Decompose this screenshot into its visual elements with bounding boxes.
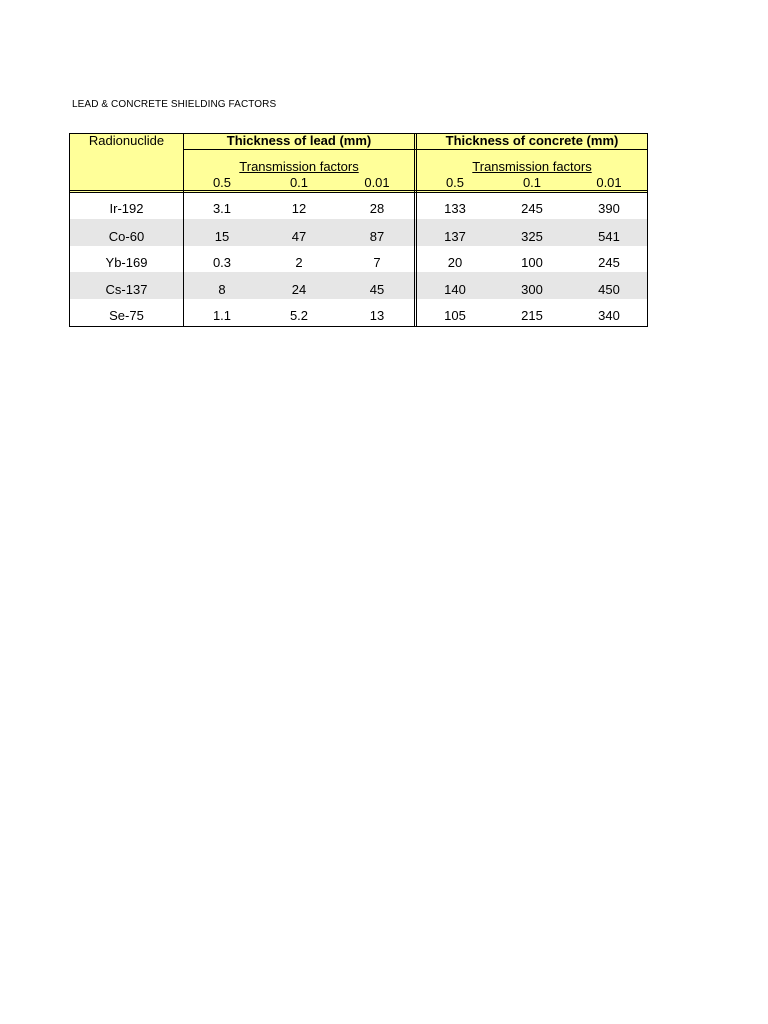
table-cell: 300: [521, 282, 543, 297]
lead-factor-header: 0.1: [289, 175, 309, 190]
table-cell: 133: [444, 201, 466, 216]
table-cell: 3.1: [212, 201, 232, 216]
table-cell: 390: [598, 201, 620, 216]
row-nuclide: Se-75: [109, 308, 144, 323]
concrete-factor-header: 0.5: [445, 175, 465, 190]
table-cell: 245: [521, 201, 543, 216]
table-cell: 15: [214, 229, 230, 244]
row-nuclide: Yb-169: [105, 255, 148, 270]
table-cell: 47: [291, 229, 307, 244]
row-nuclide: Co-60: [108, 229, 145, 244]
header-bottom-rule: [70, 190, 647, 191]
table-cell: 140: [444, 282, 466, 297]
concrete-transmission-label: Transmission factors: [472, 159, 592, 174]
table-cell: 20: [447, 255, 463, 270]
table-cell: 0.3: [212, 255, 232, 270]
table-cell: 7: [373, 255, 381, 270]
table-cell: 215: [521, 308, 543, 323]
table-cell: 28: [369, 201, 385, 216]
table-cell: 8: [218, 282, 226, 297]
table-cell: 13: [369, 308, 385, 323]
page-title: LEAD & CONCRETE SHIELDING FACTORS: [72, 99, 277, 110]
row-nuclide: Cs-137: [105, 282, 148, 297]
header-bottom-rule: [70, 192, 647, 193]
table-cell: 1.1: [212, 308, 232, 323]
table-cell: 137: [444, 229, 466, 244]
table-cell: 87: [369, 229, 385, 244]
column-divider: [414, 134, 415, 326]
table-cell: 5.2: [289, 308, 309, 323]
lead-transmission-label: Transmission factors: [239, 159, 359, 174]
header-divider: [183, 149, 647, 150]
lead-factor-header: 0.01: [364, 175, 390, 190]
table-cell: 100: [521, 255, 543, 270]
row-nuclide: Ir-192: [109, 201, 144, 216]
concrete-thickness-header: Thickness of concrete (mm): [445, 133, 619, 148]
table-cell: 45: [369, 282, 385, 297]
shielding-table: [69, 133, 648, 327]
table-cell: 325: [521, 229, 543, 244]
concrete-factor-header: 0.01: [596, 175, 622, 190]
table-cell: 24: [291, 282, 307, 297]
concrete-factor-header: 0.1: [522, 175, 542, 190]
lead-factor-header: 0.5: [212, 175, 232, 190]
table-cell: 12: [291, 201, 307, 216]
table-cell: 340: [598, 308, 620, 323]
table-cell: 2: [295, 255, 303, 270]
table-cell: 450: [598, 282, 620, 297]
lead-thickness-header: Thickness of lead (mm): [226, 133, 372, 148]
table-cell: 105: [444, 308, 466, 323]
table-cell: 541: [598, 229, 620, 244]
table-cell: 245: [598, 255, 620, 270]
radionuclide-header: Radionuclide: [88, 133, 165, 148]
